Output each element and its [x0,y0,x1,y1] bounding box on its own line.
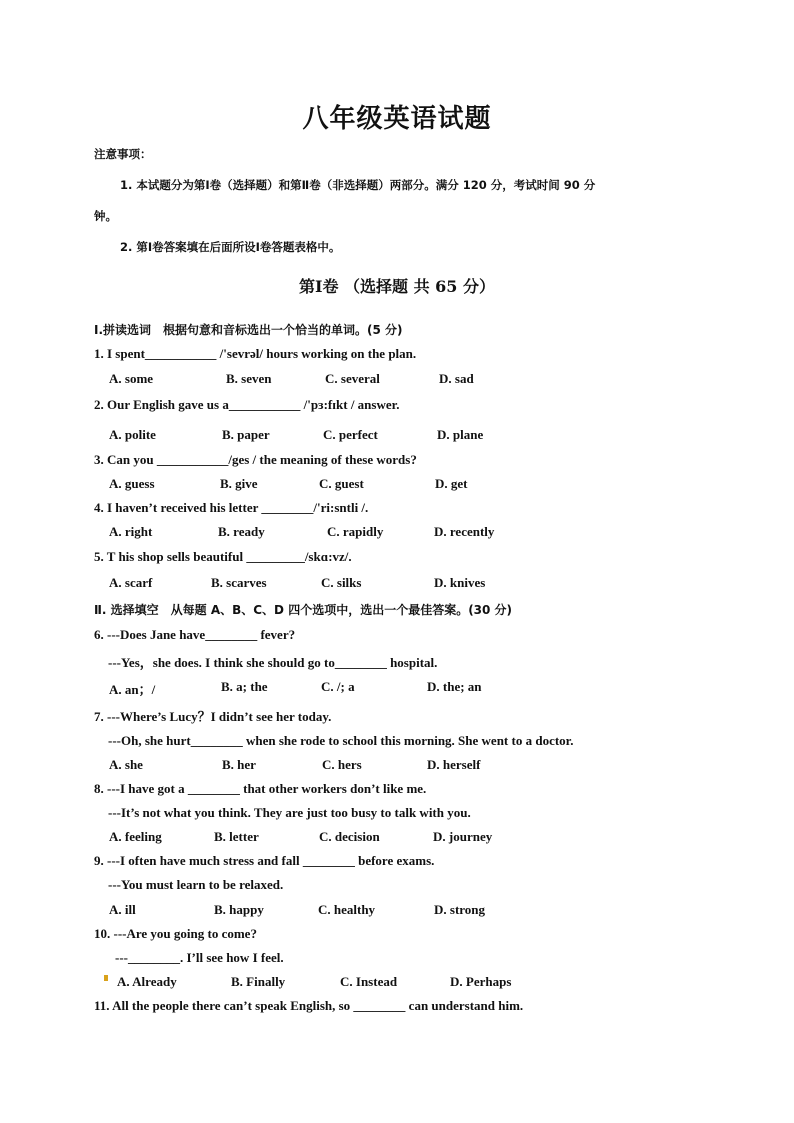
question-reply: ---________. I’ll see how I feel. [115,950,284,965]
question-reply: ---It’s not what you think. They are just too busy to talk with you. [108,805,471,820]
option-d: D. herself [427,757,481,772]
highlight-mark [104,975,108,981]
part-2-heading: Ⅱ. 选择填空 从每题 A、B、C、D 四个选项中，选出一个最佳答案。(30 分) [94,603,513,617]
option-a: A. ill [109,902,136,917]
option-d: D. sad [439,371,474,386]
option-a: A. she [109,757,143,772]
question-stem: 8. ---I have got a ________ that other workers don’t like me. [94,781,427,796]
notes-heading: 注意事项： [94,147,152,161]
option-b: B. ready [218,524,265,539]
option-c: C. decision [319,829,380,844]
option-c: C. /; a [321,679,355,694]
section-heading: 第Ⅰ卷 （选择题 共 65 分） [298,277,496,296]
question-reply: ---You must learn to be relaxed. [108,877,284,892]
question-stem: 7. ---Where’s Lucy？I didn’t see her today. [94,709,332,724]
question-stem: 5. T his shop sells beautiful _________/skɑ:vz/. [94,549,352,564]
question-stem: 4. I haven’t received his letter ________/'ri:sntli /. [94,500,369,515]
option-c: C. perfect [323,427,378,442]
option-a: A. scarf [109,575,153,590]
option-d: D. journey [433,829,493,844]
option-b: B. paper [222,427,270,442]
option-a: A. polite [109,427,156,442]
option-a: A. right [109,524,153,539]
option-d: D. get [435,476,468,491]
option-b: B. her [222,757,256,772]
option-d: D. strong [434,902,486,917]
option-d: D. Perhaps [450,974,512,989]
option-a: A. feeling [109,829,162,844]
question-stem: 2. Our English gave us a___________ /'pɜ:fɪkt / answer. [94,397,400,412]
question-stem: 11. All the people there can’t speak English, so ________ can understand him. [94,998,524,1013]
option-a: A. some [109,371,154,386]
question-reply: ---Yes，she does. I think she should go to________ hospital. [108,655,438,670]
question-stem: 1. I spent___________ /'sevrəl/ hours working on the plan. [94,346,417,361]
option-a: A. Already [117,974,177,989]
question-reply: ---Oh, she hurt________ when she rode to school this morning. She went to a doctor. [108,733,574,748]
option-c: C. rapidly [327,524,384,539]
question-stem: 3. Can you ___________/ges / the meaning of these words? [94,452,417,467]
option-b: B. Finally [231,974,286,989]
option-b: B. scarves [211,575,267,590]
option-c: C. guest [319,476,364,491]
option-b: B. seven [226,371,272,386]
part-1-heading: Ⅰ.拼读选词 根据句意和音标选出一个恰当的单词。(5 分) [94,323,403,337]
option-b: B. give [220,476,258,491]
option-d: D. recently [434,524,495,539]
question-stem: 10. ---Are you going to come? [94,926,257,941]
option-b: B. happy [214,902,264,917]
question-stem: 9. ---I often have much stress and fall ________ before exams. [94,853,435,868]
option-d: D. plane [437,427,484,442]
option-c: C. healthy [318,902,376,917]
option-a: A. an；/ [109,682,156,697]
page-title: 八年级英语试题 [302,104,492,134]
option-c: C. hers [322,757,362,772]
option-b: B. letter [214,829,259,844]
option-c: C. Instead [340,974,398,989]
option-a: A. guess [109,476,155,491]
option-d: D. knives [434,575,486,590]
note-item-1-cont: 钟。 [94,209,117,223]
note-item-2: 2. 第Ⅰ卷答案填在后面所设Ⅰ卷答题表格中。 [120,240,341,254]
option-b: B. a; the [221,679,268,694]
option-c: C. several [325,371,380,386]
note-item-1: 1. 本试题分为第Ⅰ卷（选择题）和第Ⅱ卷（非选择题）两部分。满分 120 分，考试时间 90 分 [120,178,596,192]
question-stem: 6. ---Does Jane have________ fever? [94,627,296,642]
option-c: C. silks [321,575,362,590]
option-d: D. the; an [427,679,482,694]
